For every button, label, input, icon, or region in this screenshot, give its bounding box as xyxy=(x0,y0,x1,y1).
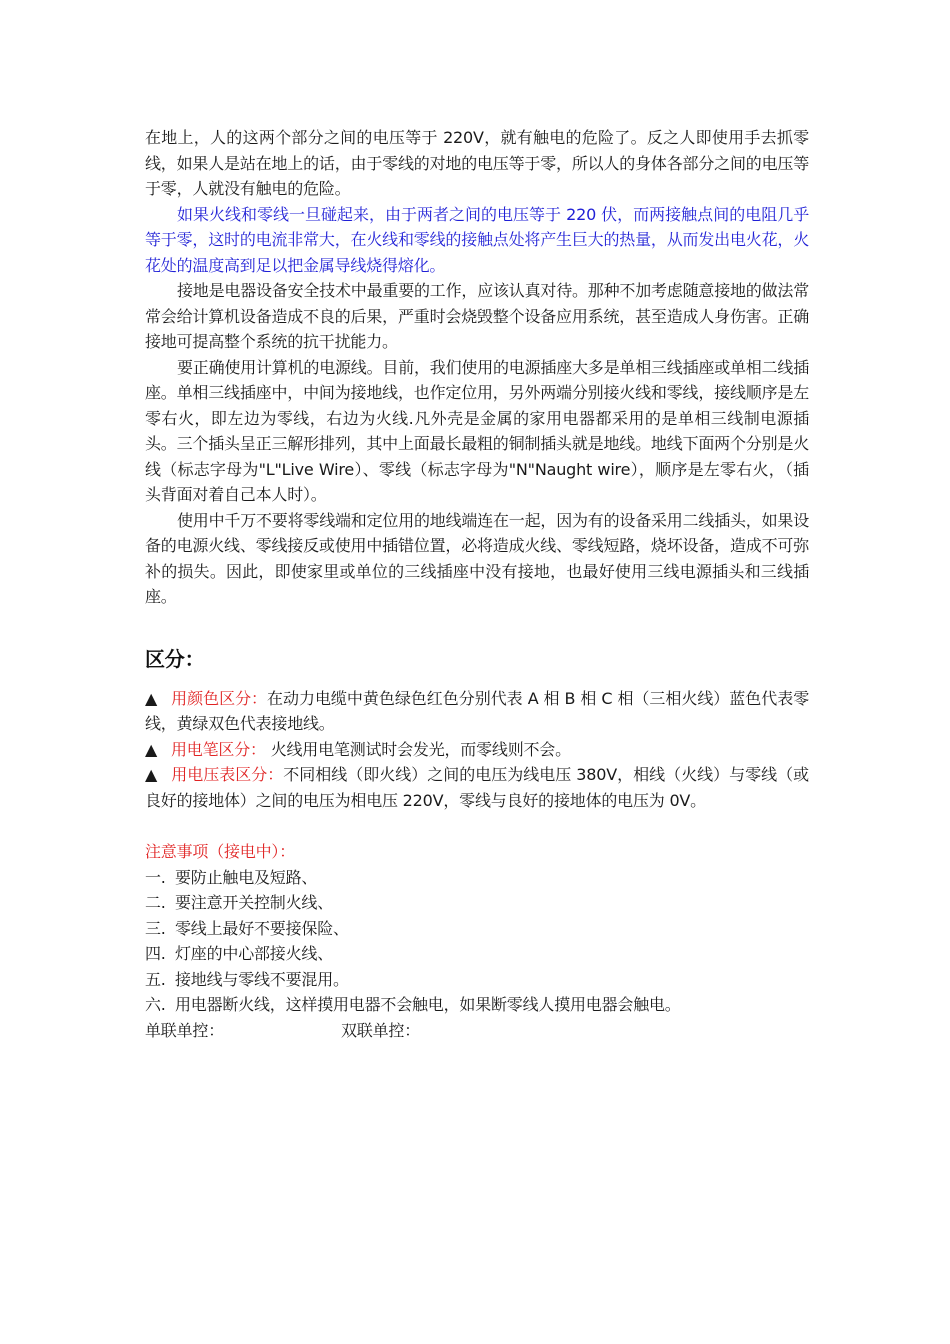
paragraph-grounding: 接地是电器设备安全技术中最重要的工作，应该认真对待。那种不加考虑随意接地的做法常常会给计算机设备造成不良的后果，严重时会烧毁整个设备应用系统，甚至造成人身伤害。正确接地可提高整个系统的抗干扰能力。 xyxy=(145,281,810,351)
list-item xyxy=(145,865,809,891)
bullet-label: 用颜色区分： xyxy=(171,688,268,708)
list-number: 六. xyxy=(145,995,166,1014)
paragraph-short-circuit: 如果火线和零线一旦碰起来，由于两者之间的电压等于 220 伏，而两接触点间的电阻几乎等于零，这时的电流非常大，在火线和零线的接触点处将产生巨大的热量，从而发出电火花，火花处的温度高到足以把金属导线烧得熔化。 xyxy=(145,204,809,275)
triangle-icon: ▲ xyxy=(145,739,158,759)
bullet-text: 在动力电缆中黄色绿色红色分别代表 A 相 B 相 C 相（三相火线）蓝色代表零线，黄绿双色代表接地线。 xyxy=(145,688,809,733)
single-switch-label: 单联单控： xyxy=(145,1020,225,1040)
list-text: 零线上最好不要接保险、 xyxy=(175,918,349,938)
bullet-label: 用电笔区分： xyxy=(171,739,266,759)
list-item xyxy=(145,890,809,916)
bullet-label: 用电压表区分： xyxy=(171,765,284,784)
bullet-text: 火线用电笔测试时会发光，而零线则不会。 xyxy=(265,739,571,759)
notes-title: 注意事项（接电中）： xyxy=(145,842,296,861)
list-number: 三. xyxy=(145,918,166,938)
bullet-test-pen-method xyxy=(145,737,809,763)
list-text: 要防止触电及短路、 xyxy=(175,867,318,887)
bullet-text: 不同相线（即火线）之间的电压为线电压 380V，相线（火线）与零线（或良好的接地体）之间的电压为相电压 220V，零线与良好的接地体的电压为 0V。 xyxy=(145,765,809,810)
paragraph-touch-voltage: 在地上，人的这两个部分之间的电压等于 220V，就有触电的危险了。反之人即使用手去抓零线，如果人是站在地上的话，由于零线的对地的电压等于零，所以人的身体各部分之间的电压等于零，人就没有触电的危险。 xyxy=(145,128,809,198)
list-item xyxy=(145,941,809,967)
list-text: 用电器断火线，这样摸用电器不会触电，如果断零线人摸用电器会触电。 xyxy=(175,995,681,1014)
list-number: 二. xyxy=(145,893,166,912)
section-heading: 区分： xyxy=(145,646,205,671)
bullet-color-method xyxy=(145,686,809,737)
list-text: 接地线与零线不要混用。 xyxy=(175,969,349,989)
list-text: 要注意开关控制火线、 xyxy=(175,893,334,912)
document-body xyxy=(145,125,809,1043)
list-number: 四. xyxy=(145,944,166,963)
list-text: 灯座的中心部接火线、 xyxy=(175,944,334,963)
list-item xyxy=(145,967,809,993)
list-number: 一. xyxy=(145,867,166,887)
double-switch-label: 双联单控： xyxy=(341,1020,421,1040)
list-number: 五. xyxy=(145,969,166,989)
paragraph-power-cord: 要正确使用计算机的电源线。目前，我们使用的电源插座大多是单相三线插座或单相二线插座。单相三线插座中，中间为接地线，也作定位用，另外两端分别接火线和零线，接线顺序是左零右火，即左边为零线，右边为火线.凡外壳是金属的家用电器都采用的是单相三线制电源插头。三个插头呈正三解形排列，其中上面最长最粗的铜制插头就是地线。地线下面两个分别是火线（标志字母为"L"Live Wire）、零线（标志字母为"N"Naught wire），顺序是左零右火，（插头背面对着自己本人时）。 xyxy=(145,357,810,504)
bullet-voltmeter-method xyxy=(145,762,809,813)
list-item xyxy=(145,916,809,942)
wiring-labels xyxy=(145,1018,809,1044)
paragraph-warning: 使用中千万不要将零线端和定位用的地线端连在一起，因为有的设备采用二线插头，如果设备的电源火线、零线接反或使用中插错位置，必将造成火线、零线短路，烧坏设备，造成不可弥补的损失。因此，即使家里或单位的三线插座中没有接地，也最好使用三线电源插头和三线插座。 xyxy=(145,510,810,606)
triangle-icon: ▲ xyxy=(145,688,158,708)
triangle-icon: ▲ xyxy=(145,765,158,784)
list-item xyxy=(145,992,809,1018)
